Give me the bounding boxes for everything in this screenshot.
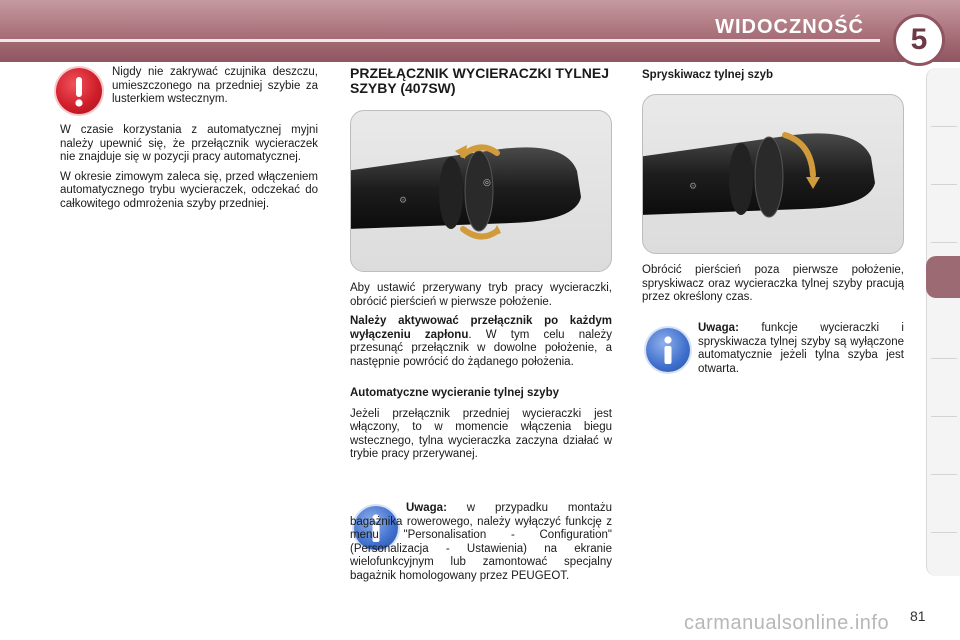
exclamation-icon [56,68,102,114]
section-heading: PRZEŁĄCZNIK WYCIERACZKI TYLNEJ SZYBY (407SW) [350,65,609,96]
note-label: Uwaga: [406,502,447,514]
note-text: funkcje wycieraczki i spryskiwacza tylnej szyby są wyłączone automatycznie jeżeli tylna szyba jest otwarta. [698,322,904,375]
left-column [60,124,318,218]
rear-wiper-switch-photo [350,110,612,272]
instruction-text: . W tym celu należy przesunąć przełącznik w dowolne położenie, a następnie powrócić do żądanego położenia. [350,328,612,368]
page-number: 81 [910,608,926,624]
note-paragraph [698,322,904,376]
info-icon [646,328,690,372]
svg-text:◎: ◎ [483,178,491,188]
svg-text:⚙: ⚙ [689,182,698,192]
exclamation-glyph [56,68,102,114]
chapter-badge: 5 [893,14,945,66]
header-divider [0,39,880,42]
rail-divider [931,532,957,533]
bold-instruction: Należy aktywować przełącznik po każdym wyłączeniu zapłonu [350,315,612,341]
wiper-stalk-illustration [351,111,611,271]
rail-divider [931,184,957,185]
note-text: w przypadku montażu bagażnika rowerowego, należy wyłączyć funkcję z menu "Personalisation - Configuration" (Personalizacja - Ustawienia) na ekranie wielofunkcyjnym lub zamontować specjalny bagażnik homologowany przez PEUGEOT. [350,502,612,582]
note-label: Uwaga: [698,322,739,334]
section-heading: Spryskiwacz tylnej szyb [642,69,774,81]
info-glyph [646,328,690,372]
rail-divider [931,242,957,243]
page-title: WIDOCZNOŚĆ [715,16,864,38]
rail-divider [931,358,957,359]
chapter-index-rail [926,68,960,576]
rail-divider [931,126,957,127]
middle-paragraph-activation [350,315,612,369]
right-note [698,322,904,382]
warning-text: Nigdy nie zakrywać czujnika deszczu, umieszczonego na przedniej szybie za lusterkiem wstecznym. [112,66,318,106]
chapter-index-active-tab[interactable] [926,256,960,298]
right-heading-block [642,68,904,90]
washer-stalk-illustration [643,95,903,253]
subsection-heading: Automatyczne wycieranie tylnej szyby [350,386,559,399]
left-paragraph: W czasie korzystania z automatycznej myjni należy upewnić się, że przełącznik wycieraczek nie znajduje się w pozycji pracy automatycznej. [60,124,318,164]
middle-paragraph: Jeżeli przełącznik przedniej wycieraczki jest włączony, to w momencie włączenia biegu wstecznego, tylna wycieraczka zaczyna działać w trybie pracy przerywanej. [350,407,612,461]
middle-paragraph: Aby ustawić przerywany tryb pracy wycieraczki, obrócić pierścień w pierwsze położenie. [350,282,612,308]
rear-washer-switch-photo [642,94,904,254]
left-paragraph: W okresie zimowym zaleca się, przed włączeniem automatycznego trybu wycieraczek, odczekać do całkowitego odmrożenia szyby przedniej. [60,170,318,210]
watermark: carmanualsonline.info [684,612,890,634]
middle-column [350,282,612,468]
rail-divider [931,416,957,417]
rail-divider [931,474,957,475]
middle-heading-block [350,66,612,108]
svg-text:⚙: ⚙ [399,196,408,206]
right-column [642,264,904,311]
note-paragraph [350,502,612,584]
middle-note [350,502,612,590]
right-paragraph: Obrócić pierścień poza pierwsze położenie, spryskiwacz oraz wycieraczka tylnej szyby pracują przez określony czas. [642,264,904,304]
warning-box [112,66,318,113]
